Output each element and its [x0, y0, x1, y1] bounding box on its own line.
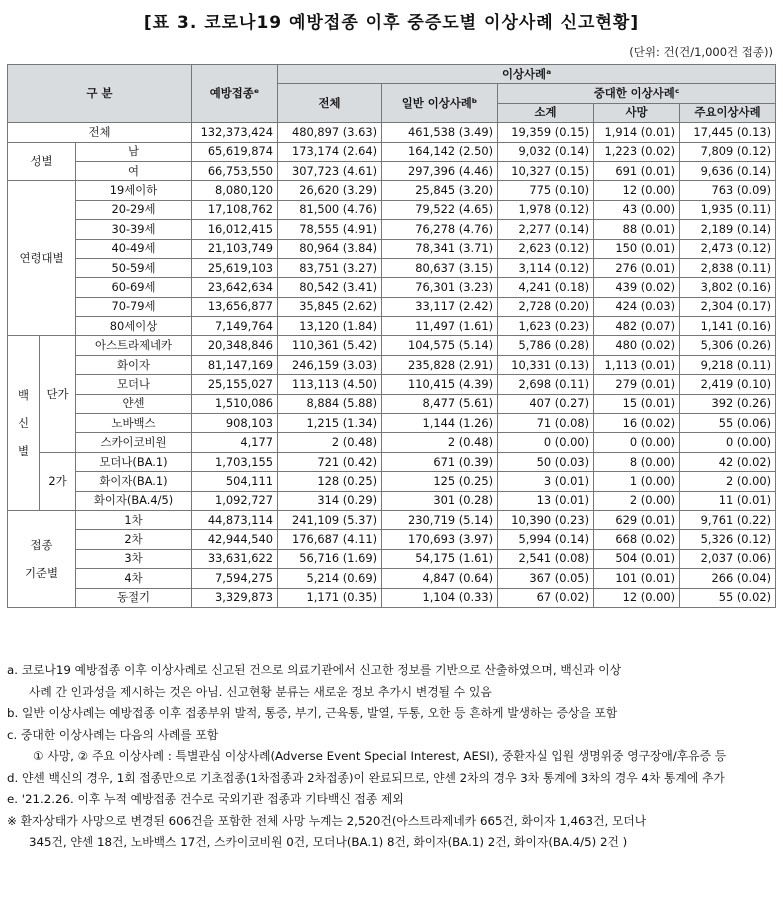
cell-major: 0 (0.00)	[680, 433, 776, 452]
cell-vaccination: 16,012,415	[192, 220, 278, 239]
cell-subtotal: 10,390 (0.23)	[498, 510, 594, 529]
cell-subtotal: 10,327 (0.15)	[498, 161, 594, 180]
group-bivalent: 2가	[40, 452, 76, 510]
row-label: 얀센	[76, 394, 192, 413]
table-row	[8, 200, 776, 219]
table-row	[8, 375, 776, 394]
row-label: 여	[76, 161, 192, 180]
cell-death: 12 (0.00)	[594, 181, 680, 200]
table-row	[8, 239, 776, 258]
cell-total: 241,109 (5.37)	[278, 510, 382, 529]
cell-vaccination: 66,753,550	[192, 161, 278, 180]
cell-subtotal: 1,623 (0.23)	[498, 317, 594, 336]
cell-total: 80,542 (3.41)	[278, 278, 382, 297]
row-label: 50-59세	[76, 258, 192, 277]
cell-total: 83,751 (3.27)	[278, 258, 382, 277]
cell-total: 721 (0.42)	[278, 452, 382, 471]
header-total: 전체	[278, 84, 382, 123]
cell-subtotal: 19,359 (0.15)	[498, 123, 594, 142]
row-label: 화이자(BA.1)	[76, 472, 192, 491]
cell-subtotal: 2,277 (0.14)	[498, 220, 594, 239]
row-label: 노바백스	[76, 414, 192, 433]
header-serious: 중대한 이상사례ᶜ	[498, 84, 776, 103]
cell-death: 1,113 (0.01)	[594, 355, 680, 374]
cell-general: 235,828 (2.91)	[382, 355, 498, 374]
table-row	[8, 491, 776, 510]
cell-general: 76,278 (4.76)	[382, 220, 498, 239]
cell-subtotal: 2,728 (0.20)	[498, 297, 594, 316]
table-row	[8, 569, 776, 588]
cell-total: 56,716 (1.69)	[278, 549, 382, 568]
cell-vaccination: 17,108,762	[192, 200, 278, 219]
cell-total: 78,555 (4.91)	[278, 220, 382, 239]
cell-vaccination: 20,348,846	[192, 336, 278, 355]
cell-major: 55 (0.06)	[680, 414, 776, 433]
cell-total: 2 (0.48)	[278, 433, 382, 452]
header-adverse: 이상사례ᵃ	[278, 65, 776, 84]
cell-death: 8 (0.00)	[594, 452, 680, 471]
row-label: 3차	[76, 549, 192, 568]
cell-major: 392 (0.26)	[680, 394, 776, 413]
cell-major: 55 (0.02)	[680, 588, 776, 607]
cell-general: 78,341 (3.71)	[382, 239, 498, 258]
cell-total: 35,845 (2.62)	[278, 297, 382, 316]
cell-death: 101 (0.01)	[594, 569, 680, 588]
note-c-detail: ① 사망, ② 주요 이상사례 : 특별관심 이상사례(Adverse Event Special Interest, AESI), 중환자실 입원 생명위중 영구장애/후유증 등	[33, 749, 727, 763]
cell-death: 2 (0.00)	[594, 491, 680, 510]
table-row	[8, 181, 776, 200]
adverse-event-table	[7, 64, 776, 608]
cell-major: 5,306 (0.26)	[680, 336, 776, 355]
cell-death: 1 (0.00)	[594, 472, 680, 491]
cell-vaccination: 25,155,027	[192, 375, 278, 394]
table-row	[8, 317, 776, 336]
table-row	[8, 394, 776, 413]
note-a: a. 코로나19 예방접종 이후 이상사례로 신고된 건으로 의료기관에서 신고한 정보를 기반으로 산출하였으며, 백신과 이상	[7, 663, 622, 677]
cell-general: 461,538 (3.49)	[382, 123, 498, 142]
header-subtotal: 소계	[498, 103, 594, 122]
row-label: 60-69세	[76, 278, 192, 297]
cell-subtotal: 3,114 (0.12)	[498, 258, 594, 277]
cell-major: 2,473 (0.12)	[680, 239, 776, 258]
cell-general: 104,575 (5.14)	[382, 336, 498, 355]
header-general: 일반 이상사례ᵇ	[382, 84, 498, 123]
cell-general: 110,415 (4.39)	[382, 375, 498, 394]
row-label: 남	[76, 142, 192, 161]
cell-total: 314 (0.29)	[278, 491, 382, 510]
table-row	[8, 549, 776, 568]
table-row	[8, 414, 776, 433]
group-dose-line: 기준별	[24, 565, 58, 580]
cell-subtotal: 1,978 (0.12)	[498, 200, 594, 219]
cell-vaccination: 33,631,622	[192, 549, 278, 568]
note-death-total-cont: 345건, 얀센 18건, 노바백스 17건, 스카이코비원 0건, 모더나(BA.1) 8건, 화이자(BA.1) 2건, 화이자(BA.4/5) 2건 )	[29, 835, 628, 849]
cell-vaccination: 4,177	[192, 433, 278, 452]
cell-total: 113,113 (4.50)	[278, 375, 382, 394]
cell-total: 1,215 (1.34)	[278, 414, 382, 433]
cell-death: 504 (0.01)	[594, 549, 680, 568]
cell-general: 671 (0.39)	[382, 452, 498, 471]
cell-major: 9,218 (0.11)	[680, 355, 776, 374]
cell-subtotal: 2,623 (0.12)	[498, 239, 594, 258]
cell-death: 1,914 (0.01)	[594, 123, 680, 142]
cell-subtotal: 9,032 (0.14)	[498, 142, 594, 161]
cell-vaccination: 3,329,873	[192, 588, 278, 607]
cell-general: 230,719 (5.14)	[382, 510, 498, 529]
cell-death: 439 (0.02)	[594, 278, 680, 297]
table-row	[8, 161, 776, 180]
table-row	[8, 258, 776, 277]
cell-subtotal: 367 (0.05)	[498, 569, 594, 588]
header-vaccination: 예방접종ᵉ	[192, 65, 278, 123]
cell-subtotal: 71 (0.08)	[498, 414, 594, 433]
cell-major: 763 (0.09)	[680, 181, 776, 200]
note-c: c. 중대한 이상사례는 다음의 사례를 포함	[7, 727, 219, 742]
cell-general: 76,301 (3.23)	[382, 278, 498, 297]
table-row	[8, 588, 776, 607]
cell-major: 2,037 (0.06)	[680, 549, 776, 568]
cell-subtotal: 2,541 (0.08)	[498, 549, 594, 568]
cell-vaccination: 7,594,275	[192, 569, 278, 588]
row-label: 아스트라제네카	[76, 336, 192, 355]
cell-subtotal: 50 (0.03)	[498, 452, 594, 471]
cell-vaccination: 42,944,540	[192, 530, 278, 549]
cell-major: 1,935 (0.11)	[680, 200, 776, 219]
row-label: 1차	[76, 510, 192, 529]
cell-general: 79,522 (4.65)	[382, 200, 498, 219]
cell-subtotal: 407 (0.27)	[498, 394, 594, 413]
cell-vaccination: 13,656,877	[192, 297, 278, 316]
row-label: 전체	[8, 123, 192, 142]
cell-vaccination: 21,103,749	[192, 239, 278, 258]
group-vaccine-char: 신	[17, 416, 29, 431]
cell-vaccination: 23,642,634	[192, 278, 278, 297]
cell-total: 13,120 (1.84)	[278, 317, 382, 336]
note-a-cont: 사례 간 인과성을 제시하는 것은 아님. 신고현황 분류는 새로운 정보 추가시 변경될 수 있음	[29, 684, 492, 699]
table-row	[8, 452, 776, 471]
row-label: 4차	[76, 569, 192, 588]
cell-major: 2,838 (0.11)	[680, 258, 776, 277]
cell-major: 2,304 (0.17)	[680, 297, 776, 316]
row-label: 스카이코비원	[76, 433, 192, 452]
cell-major: 9,636 (0.14)	[680, 161, 776, 180]
cell-major: 2,189 (0.14)	[680, 220, 776, 239]
table-row	[8, 510, 776, 529]
table-row	[8, 433, 776, 452]
cell-death: 88 (0.01)	[594, 220, 680, 239]
table-row	[8, 142, 776, 161]
header-major: 주요이상사례	[680, 103, 776, 122]
cell-vaccination: 908,103	[192, 414, 278, 433]
cell-subtotal: 2,698 (0.11)	[498, 375, 594, 394]
cell-major: 11 (0.01)	[680, 491, 776, 510]
cell-general: 80,637 (3.15)	[382, 258, 498, 277]
row-label: 20-29세	[76, 200, 192, 219]
group-dose-line: 접종	[30, 537, 53, 552]
cell-general: 297,396 (4.46)	[382, 161, 498, 180]
cell-death: 15 (0.01)	[594, 394, 680, 413]
cell-major: 17,445 (0.13)	[680, 123, 776, 142]
note-e: e. '21.2.26. 이후 누적 예방접종 건수로 국외기관 접종과 기타백신 접종 제외	[7, 792, 404, 806]
cell-general: 125 (0.25)	[382, 472, 498, 491]
cell-vaccination: 44,873,114	[192, 510, 278, 529]
group-vaccine	[8, 336, 40, 511]
cell-general: 8,477 (5.61)	[382, 394, 498, 413]
table-row	[8, 336, 776, 355]
cell-total: 81,500 (4.76)	[278, 200, 382, 219]
cell-death: 629 (0.01)	[594, 510, 680, 529]
cell-death: 691 (0.01)	[594, 161, 680, 180]
header-gubun: 구 분	[8, 65, 192, 123]
cell-total: 1,171 (0.35)	[278, 588, 382, 607]
group-single: 단가	[40, 336, 76, 452]
cell-death: 276 (0.01)	[594, 258, 680, 277]
cell-death: 482 (0.07)	[594, 317, 680, 336]
cell-general: 54,175 (1.61)	[382, 549, 498, 568]
cell-major: 2 (0.00)	[680, 472, 776, 491]
footnotes	[7, 660, 777, 854]
cell-total: 128 (0.25)	[278, 472, 382, 491]
cell-subtotal: 775 (0.10)	[498, 181, 594, 200]
cell-total: 480,897 (3.63)	[278, 123, 382, 142]
table-title: [표 3. 코로나19 예방접종 이후 중증도별 이상사례 신고현황]	[143, 13, 640, 33]
note-death-total: ※ 환자상태가 사망으로 변경된 606건을 포함한 전체 사망 누계는 2,520건(아스트라제네카 665건, 화이자 1,463건, 모더나	[7, 813, 647, 828]
cell-subtotal: 5,994 (0.14)	[498, 530, 594, 549]
cell-vaccination: 65,619,874	[192, 142, 278, 161]
group-dose	[8, 510, 76, 607]
unit-label: (단위: 건(건/1,000건 접종))	[629, 45, 773, 59]
cell-death: 279 (0.01)	[594, 375, 680, 394]
row-label: 40-49세	[76, 239, 192, 258]
cell-general: 11,497 (1.61)	[382, 317, 498, 336]
cell-major: 266 (0.04)	[680, 569, 776, 588]
cell-general: 2 (0.48)	[382, 433, 498, 452]
cell-major: 7,809 (0.12)	[680, 142, 776, 161]
cell-death: 480 (0.02)	[594, 336, 680, 355]
cell-death: 12 (0.00)	[594, 588, 680, 607]
cell-vaccination: 504,111	[192, 472, 278, 491]
cell-death: 43 (0.00)	[594, 200, 680, 219]
row-label: 30-39세	[76, 220, 192, 239]
table-row	[8, 355, 776, 374]
cell-general: 164,142 (2.50)	[382, 142, 498, 161]
table-row	[8, 297, 776, 316]
cell-general: 1,144 (1.26)	[382, 414, 498, 433]
cell-death: 0 (0.00)	[594, 433, 680, 452]
cell-total: 8,884 (5.88)	[278, 394, 382, 413]
cell-subtotal: 10,331 (0.13)	[498, 355, 594, 374]
table-row	[8, 123, 776, 142]
cell-major: 5,326 (0.12)	[680, 530, 776, 549]
cell-general: 33,117 (2.42)	[382, 297, 498, 316]
cell-vaccination: 7,149,764	[192, 317, 278, 336]
note-b: b. 일반 이상사례는 예방접종 이후 접종부위 발적, 통증, 부기, 근육통, 발열, 두통, 오한 등 흔하게 발생하는 증상을 포함	[7, 706, 618, 720]
cell-total: 26,620 (3.29)	[278, 181, 382, 200]
cell-subtotal: 13 (0.01)	[498, 491, 594, 510]
header-death: 사망	[594, 103, 680, 122]
cell-major: 42 (0.02)	[680, 452, 776, 471]
cell-major: 3,802 (0.16)	[680, 278, 776, 297]
cell-general: 1,104 (0.33)	[382, 588, 498, 607]
table-row	[8, 530, 776, 549]
row-label: 동절기	[76, 588, 192, 607]
group-age: 연령대별	[8, 181, 76, 336]
table-row	[8, 278, 776, 297]
cell-vaccination: 8,080,120	[192, 181, 278, 200]
table-body	[8, 123, 776, 608]
cell-vaccination: 81,147,169	[192, 355, 278, 374]
cell-total: 307,723 (4.61)	[278, 161, 382, 180]
cell-subtotal: 0 (0.00)	[498, 433, 594, 452]
cell-vaccination: 1,703,155	[192, 452, 278, 471]
group-vaccine-char: 백	[17, 388, 29, 403]
cell-general: 4,847 (0.64)	[382, 569, 498, 588]
cell-death: 668 (0.02)	[594, 530, 680, 549]
cell-subtotal: 4,241 (0.18)	[498, 278, 594, 297]
row-label: 모더나(BA.1)	[76, 452, 192, 471]
table-row	[8, 220, 776, 239]
row-label: 19세이하	[76, 181, 192, 200]
group-sex: 성별	[8, 142, 76, 181]
cell-total: 176,687 (4.11)	[278, 530, 382, 549]
cell-death: 16 (0.02)	[594, 414, 680, 433]
cell-total: 80,964 (3.84)	[278, 239, 382, 258]
cell-subtotal: 3 (0.01)	[498, 472, 594, 491]
group-vaccine-char: 별	[17, 444, 29, 459]
cell-major: 2,419 (0.10)	[680, 375, 776, 394]
note-d: d. 얀센 백신의 경우, 1회 접종만으로 기초접종(1차접종과 2차접종)이 완료되므로, 얀센 2차의 경우 3차 통계에 3차의 경우 4차 통계에 추가	[7, 770, 725, 785]
cell-death: 1,223 (0.02)	[594, 142, 680, 161]
cell-vaccination: 25,619,103	[192, 258, 278, 277]
cell-subtotal: 67 (0.02)	[498, 588, 594, 607]
row-label: 화이자	[76, 355, 192, 374]
row-label: 모더나	[76, 375, 192, 394]
cell-total: 110,361 (5.42)	[278, 336, 382, 355]
cell-general: 301 (0.28)	[382, 491, 498, 510]
cell-total: 5,214 (0.69)	[278, 569, 382, 588]
table-row	[8, 472, 776, 491]
row-label: 70-79세	[76, 297, 192, 316]
row-label: 80세이상	[76, 317, 192, 336]
cell-major: 1,141 (0.16)	[680, 317, 776, 336]
cell-death: 424 (0.03)	[594, 297, 680, 316]
row-label: 2차	[76, 530, 192, 549]
cell-major: 9,761 (0.22)	[680, 510, 776, 529]
cell-total: 246,159 (3.03)	[278, 355, 382, 374]
cell-subtotal: 5,786 (0.28)	[498, 336, 594, 355]
cell-general: 25,845 (3.20)	[382, 181, 498, 200]
row-label: 화이자(BA.4/5)	[76, 491, 192, 510]
cell-general: 170,693 (3.97)	[382, 530, 498, 549]
cell-vaccination: 132,373,424	[192, 123, 278, 142]
cell-total: 173,174 (2.64)	[278, 142, 382, 161]
cell-vaccination: 1,092,727	[192, 491, 278, 510]
cell-death: 150 (0.01)	[594, 239, 680, 258]
cell-vaccination: 1,510,086	[192, 394, 278, 413]
